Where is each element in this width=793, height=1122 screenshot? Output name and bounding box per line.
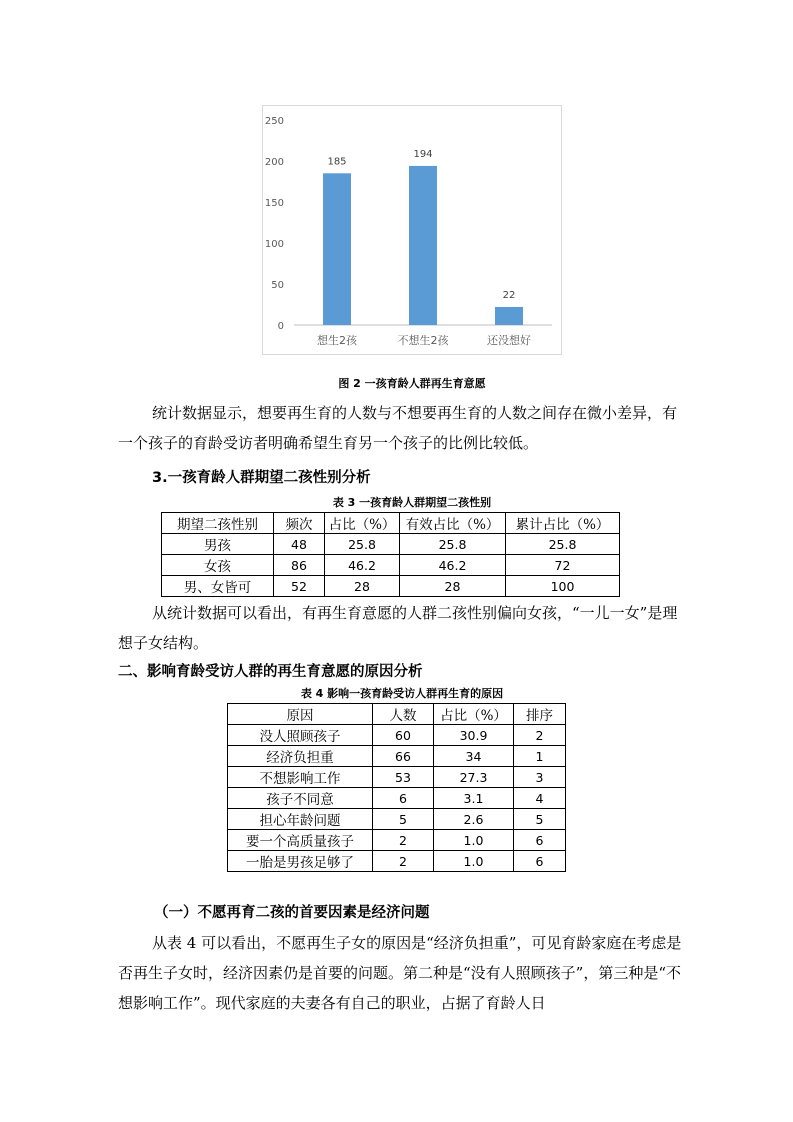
table-cell: 27.3 xyxy=(434,767,514,788)
table-cell: 2 xyxy=(373,851,434,872)
table-cell: 53 xyxy=(373,767,434,788)
table4-caption: 表 4 影响一孩育龄受访人群再生育的原因 xyxy=(300,687,504,700)
table-header-cell: 累计占比（%） xyxy=(506,513,620,534)
table-cell: 66 xyxy=(373,746,434,767)
y-tick-label: 100 xyxy=(264,239,284,250)
subsection-heading-1: （一）不愿再育二孩的首要因素是经济问题 xyxy=(154,905,430,921)
table-cell: 100 xyxy=(506,576,620,597)
table-cell: 2.6 xyxy=(434,809,514,830)
table-cell: 担心年龄问题 xyxy=(228,809,373,830)
table-cell: 5 xyxy=(514,809,566,830)
table-row xyxy=(228,725,566,746)
bar-2 xyxy=(495,307,523,325)
table-cell: 2 xyxy=(373,830,434,851)
table-cell: 28 xyxy=(325,576,400,597)
table-cell: 没人照顾孩子 xyxy=(228,725,373,746)
table-cell: 52 xyxy=(274,576,325,597)
table-cell: 男孩 xyxy=(162,534,274,555)
table-cell: 5 xyxy=(373,809,434,830)
y-tick-label: 250 xyxy=(264,116,284,127)
bar-1 xyxy=(409,166,437,325)
table-cell: 1.0 xyxy=(434,830,514,851)
x-tick-label: 还没想好 xyxy=(487,334,531,347)
table-cell: 女孩 xyxy=(162,555,274,576)
table-row xyxy=(162,555,620,576)
table-cell: 86 xyxy=(274,555,325,576)
table-header-cell: 排序 xyxy=(514,704,566,725)
table-cell: 30.9 xyxy=(434,725,514,746)
section-heading-two: 二、影响育龄受访人群的再生育意愿的原因分析 xyxy=(118,664,423,680)
table-header-cell: 频次 xyxy=(274,513,325,534)
table3-caption: 表 3 一孩育龄人群期望二孩性别 xyxy=(332,496,492,509)
table-cell: 2 xyxy=(514,725,566,746)
table-3 xyxy=(161,512,620,597)
table-row xyxy=(228,809,566,830)
table-row xyxy=(228,851,566,872)
table-cell: 60 xyxy=(373,725,434,746)
table-cell: 1.0 xyxy=(434,851,514,872)
table-cell: 6 xyxy=(514,851,566,872)
y-tick-label: 0 xyxy=(277,321,284,332)
table-cell: 25.8 xyxy=(325,534,400,555)
section-heading-3: 3.一孩育龄人群期望二孩性别分析 xyxy=(152,470,371,486)
table-header-cell: 人数 xyxy=(373,704,434,725)
table-cell: 46.2 xyxy=(400,555,506,576)
table-cell: 28 xyxy=(400,576,506,597)
table-cell: 经济负担重 xyxy=(228,746,373,767)
paragraph-economy: 从表 4 可以看出，不愿再生子女的原因是“经济负担重”，可见育龄家庭在考虑是否再生子女时，经济因素仍是首要的问题。第二种是“没有人照顾孩子”，第三种是“不想影响工作”。现代家庭的夫妻各有自己的职业，占据了育龄人日 xyxy=(118,934,682,1012)
table-cell: 46.2 xyxy=(325,555,400,576)
table-cell: 25.8 xyxy=(400,534,506,555)
bar-0 xyxy=(323,173,351,325)
data-label: 194 xyxy=(413,148,433,160)
table-header-cell: 有效占比（%） xyxy=(400,513,506,534)
table-row xyxy=(162,534,620,555)
table-cell: 一胎是男孩足够了 xyxy=(228,851,373,872)
table-cell: 4 xyxy=(514,788,566,809)
table-header-row xyxy=(228,704,566,725)
table-cell: 不想影响工作 xyxy=(228,767,373,788)
table-cell: 34 xyxy=(434,746,514,767)
table-cell: 孩子不同意 xyxy=(228,788,373,809)
table-header-cell: 占比（%） xyxy=(325,513,400,534)
table-header-cell: 期望二孩性别 xyxy=(162,513,274,534)
x-tick-label: 想生2孩 xyxy=(317,334,357,347)
table-cell: 要一个高质量孩子 xyxy=(228,830,373,851)
table-cell: 6 xyxy=(373,788,434,809)
table-4 xyxy=(227,703,566,872)
table-header-cell: 占比（%） xyxy=(434,704,514,725)
data-label: 22 xyxy=(502,289,516,301)
table-row xyxy=(228,767,566,788)
table-header-row xyxy=(162,513,620,534)
y-tick-label: 50 xyxy=(271,280,284,291)
y-tick-label: 200 xyxy=(264,157,284,168)
y-tick-label: 150 xyxy=(264,198,284,209)
figure-caption: 图 2 一孩育龄人群再生育意愿 xyxy=(338,377,486,390)
table-header-cell: 原因 xyxy=(228,704,373,725)
table-row xyxy=(228,746,566,767)
table-cell: 男、女皆可 xyxy=(162,576,274,597)
x-tick-label: 不想生2孩 xyxy=(397,334,449,347)
table-cell: 6 xyxy=(514,830,566,851)
table-cell: 48 xyxy=(274,534,325,555)
table-cell: 3.1 xyxy=(434,788,514,809)
table-row xyxy=(228,830,566,851)
table-cell: 1 xyxy=(514,746,566,767)
table-cell: 72 xyxy=(506,555,620,576)
paragraph-gender: 从统计数据可以看出，有再生育意愿的人群二孩性别偏向女孩，“一儿一女”是理想子女结构。 xyxy=(118,604,678,652)
paragraph-stats: 统计数据显示，想要再生育的人数与不想要再生育的人数之间存在微小差异，有一个孩子的育龄受访者明确希望生育另一个孩子的比例比较低。 xyxy=(118,404,678,452)
table-row xyxy=(228,788,566,809)
bar-chart xyxy=(262,105,562,355)
table-cell: 25.8 xyxy=(506,534,620,555)
table-row xyxy=(162,576,620,597)
table-cell: 3 xyxy=(514,767,566,788)
data-label: 185 xyxy=(327,156,347,168)
